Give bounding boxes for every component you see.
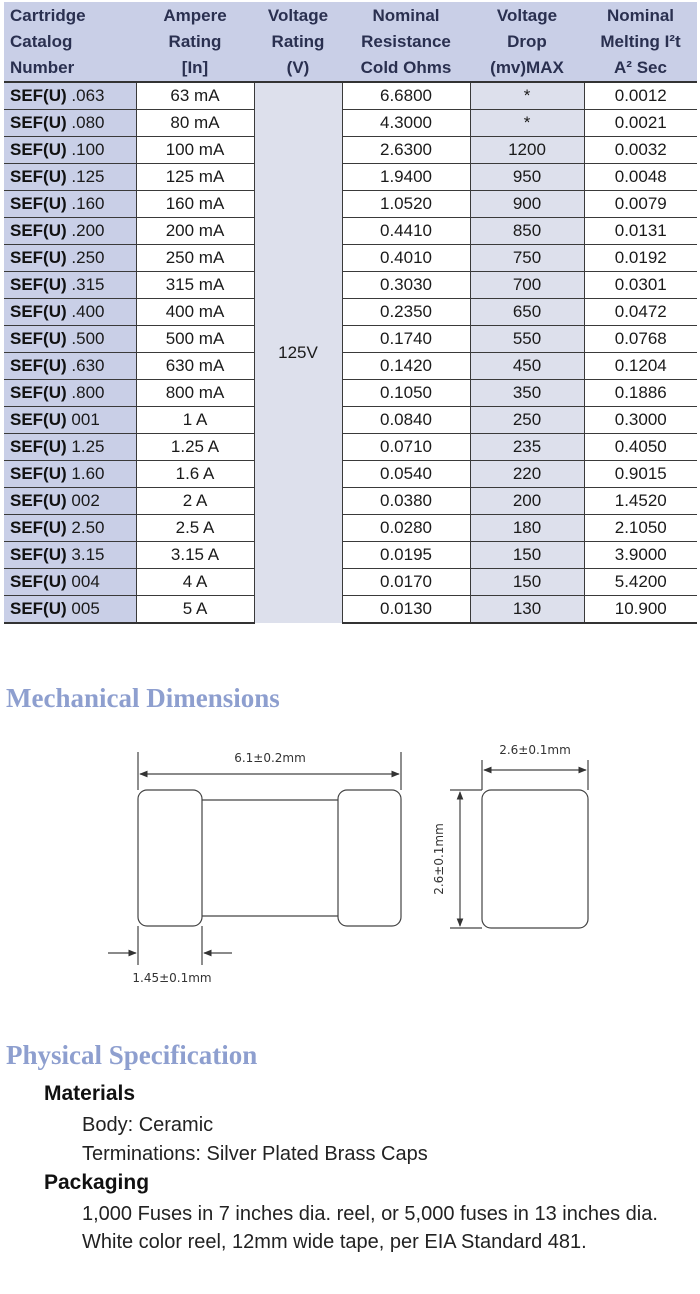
catalog-prefix: SEF(U) [10, 221, 67, 240]
cell-voltage-drop: 650 [470, 299, 584, 326]
catalog-prefix: SEF(U) [10, 140, 67, 159]
table-row [4, 245, 697, 272]
cell-ampere-rating: 1.6 A [136, 461, 254, 488]
catalog-code: 1.25 [71, 437, 105, 456]
terminations-material: Terminations: Silver Plated Brass Caps [82, 1143, 428, 1165]
cell-catalog-number [4, 461, 136, 488]
cell-ampere-rating: 3.15 A [136, 542, 254, 569]
cell-voltage-drop: 550 [470, 326, 584, 353]
cell-resistance: 0.0380 [342, 488, 470, 515]
cell-voltage-drop: 350 [470, 380, 584, 407]
cell-ampere-rating: 800 mA [136, 380, 254, 407]
table-row [4, 380, 697, 407]
cell-catalog-number [4, 542, 136, 569]
height-dimension-label: 2.6±0.1mm [432, 823, 446, 895]
catalog-prefix: SEF(U) [10, 383, 67, 402]
table-row [4, 515, 697, 542]
cell-resistance: 0.3030 [342, 272, 470, 299]
cell-catalog-number [4, 191, 136, 218]
table-row [4, 164, 697, 191]
catalog-code: 002 [71, 491, 100, 510]
cell-ampere-rating: 200 mA [136, 218, 254, 245]
fuse-side-view [108, 752, 401, 965]
cell-melting: 0.0131 [584, 218, 697, 245]
cell-catalog-number [4, 82, 136, 110]
table-row [4, 326, 697, 353]
catalog-prefix: SEF(U) [10, 302, 67, 321]
catalog-prefix: SEF(U) [10, 572, 67, 591]
cell-melting: 1.4520 [584, 488, 697, 515]
cell-voltage-drop: 130 [470, 596, 584, 624]
cell-voltage-drop: 220 [470, 461, 584, 488]
catalog-prefix: SEF(U) [10, 86, 67, 105]
table-row [4, 191, 697, 218]
cell-resistance: 0.1740 [342, 326, 470, 353]
cell-voltage-drop: 850 [470, 218, 584, 245]
table-row [4, 407, 697, 434]
dimension-drawing [0, 730, 700, 1000]
cell-voltage-rating: 125V [254, 82, 342, 623]
packaging-description: 1,000 Fuses in 7 inches dia. reel, or 5,000 fuses in 13 inches dia. White color reel, 12mm wide tape, per EIA Standard 481. [82, 1203, 658, 1253]
cell-melting: 0.0079 [584, 191, 697, 218]
fuse-spec-table [4, 2, 697, 624]
cell-catalog-number [4, 488, 136, 515]
catalog-prefix: SEF(U) [10, 194, 67, 213]
cell-ampere-rating: 250 mA [136, 245, 254, 272]
catalog-prefix: SEF(U) [10, 248, 67, 267]
catalog-prefix: SEF(U) [10, 167, 67, 186]
cell-catalog-number [4, 326, 136, 353]
cell-voltage-drop: 235 [470, 434, 584, 461]
catalog-prefix: SEF(U) [10, 464, 67, 483]
cell-voltage-drop: 180 [470, 515, 584, 542]
catalog-prefix: SEF(U) [10, 545, 67, 564]
catalog-prefix: SEF(U) [10, 356, 67, 375]
cell-resistance: 0.0195 [342, 542, 470, 569]
cell-melting: 0.0301 [584, 272, 697, 299]
cell-melting: 0.0032 [584, 137, 697, 164]
cell-melting: 0.4050 [584, 434, 697, 461]
table-row [4, 299, 697, 326]
catalog-prefix: SEF(U) [10, 599, 67, 618]
cell-catalog-number [4, 596, 136, 624]
cell-melting: 0.1886 [584, 380, 697, 407]
catalog-prefix: SEF(U) [10, 518, 67, 537]
cell-melting: 0.0472 [584, 299, 697, 326]
length-dimension-label: 6.1±0.2mm [234, 751, 306, 765]
catalog-code: 004 [71, 572, 100, 591]
table-row [4, 218, 697, 245]
catalog-code: .100 [71, 140, 105, 159]
cell-melting: 3.9000 [584, 542, 697, 569]
header-voltage-rating: Voltage Rating (V) [254, 2, 342, 82]
cell-ampere-rating: 160 mA [136, 191, 254, 218]
cell-ampere-rating: 2.5 A [136, 515, 254, 542]
cell-catalog-number [4, 245, 136, 272]
cell-melting: 0.3000 [584, 407, 697, 434]
table-row [4, 82, 697, 110]
cell-catalog-number [4, 515, 136, 542]
cell-ampere-rating: 630 mA [136, 353, 254, 380]
materials-heading: Materials [44, 1082, 136, 1105]
cell-melting: 0.0048 [584, 164, 697, 191]
cell-resistance: 1.0520 [342, 191, 470, 218]
cell-melting: 0.0021 [584, 110, 697, 137]
cell-ampere-rating: 2 A [136, 488, 254, 515]
cell-voltage-drop: 200 [470, 488, 584, 515]
table-row [4, 488, 697, 515]
table-body [4, 82, 697, 623]
catalog-prefix: SEF(U) [10, 329, 67, 348]
cell-ampere-rating: 4 A [136, 569, 254, 596]
cell-resistance: 0.4410 [342, 218, 470, 245]
catalog-code: .125 [71, 167, 105, 186]
cell-resistance: 0.0710 [342, 434, 470, 461]
cell-voltage-drop: * [470, 82, 584, 110]
header-voltage-drop: Voltage Drop (mv)MAX [470, 2, 584, 82]
cell-voltage-drop: 750 [470, 245, 584, 272]
cell-ampere-rating: 400 mA [136, 299, 254, 326]
catalog-prefix: SEF(U) [10, 113, 67, 132]
catalog-code: .400 [71, 302, 105, 321]
header-melting: Nominal Melting I²t A² Sec [584, 2, 697, 82]
cap-dimension-label: 1.45±0.1mm [132, 971, 212, 985]
cell-ampere-rating: 1.25 A [136, 434, 254, 461]
cell-resistance: 0.0840 [342, 407, 470, 434]
mechanical-dimensions-heading: Mechanical Dimensions [6, 683, 280, 713]
packaging-heading: Packaging [44, 1171, 150, 1194]
catalog-code: .500 [71, 329, 105, 348]
header-resistance: Nominal Resistance Cold Ohms [342, 2, 470, 82]
cell-resistance: 0.0280 [342, 515, 470, 542]
cell-melting: 0.0192 [584, 245, 697, 272]
header-catalog-number: Cartridge Catalog Number [4, 2, 136, 82]
catalog-prefix: SEF(U) [10, 491, 67, 510]
table-header-row [4, 2, 697, 82]
cell-catalog-number [4, 353, 136, 380]
cell-melting: 0.0768 [584, 326, 697, 353]
cell-voltage-drop: 450 [470, 353, 584, 380]
cell-ampere-rating: 315 mA [136, 272, 254, 299]
catalog-code: 2.50 [71, 518, 105, 537]
cell-resistance: 0.4010 [342, 245, 470, 272]
cell-melting: 0.1204 [584, 353, 697, 380]
cell-melting: 5.4200 [584, 569, 697, 596]
cell-ampere-rating: 1 A [136, 407, 254, 434]
catalog-code: 3.15 [71, 545, 105, 564]
cell-resistance: 6.6800 [342, 82, 470, 110]
cell-resistance: 0.0130 [342, 596, 470, 624]
catalog-code: .160 [71, 194, 105, 213]
table-row [4, 461, 697, 488]
cell-melting: 10.900 [584, 596, 697, 624]
cell-catalog-number [4, 407, 136, 434]
cell-ampere-rating: 63 mA [136, 82, 254, 110]
cell-catalog-number [4, 434, 136, 461]
cell-catalog-number [4, 272, 136, 299]
cell-voltage-drop: * [470, 110, 584, 137]
header-ampere-rating: Ampere Rating [In] [136, 2, 254, 82]
cell-voltage-drop: 150 [470, 569, 584, 596]
cell-voltage-drop: 900 [470, 191, 584, 218]
table-row [4, 272, 697, 299]
cell-catalog-number [4, 110, 136, 137]
body-material: Body: Ceramic [82, 1114, 214, 1136]
table-row [4, 353, 697, 380]
cell-resistance: 4.3000 [342, 110, 470, 137]
cell-voltage-drop: 150 [470, 542, 584, 569]
cell-resistance: 0.1050 [342, 380, 470, 407]
catalog-code: .630 [71, 356, 105, 375]
cell-resistance: 0.2350 [342, 299, 470, 326]
catalog-code: .315 [71, 275, 105, 294]
cell-catalog-number [4, 299, 136, 326]
cell-ampere-rating: 5 A [136, 596, 254, 624]
cell-ampere-rating: 125 mA [136, 164, 254, 191]
cell-resistance: 0.0170 [342, 569, 470, 596]
table-row [4, 542, 697, 569]
catalog-code: .080 [71, 113, 105, 132]
cell-melting: 2.1050 [584, 515, 697, 542]
catalog-code: 005 [71, 599, 100, 618]
cell-catalog-number [4, 137, 136, 164]
catalog-code: 001 [71, 410, 100, 429]
table-row [4, 596, 697, 624]
cell-ampere-rating: 100 mA [136, 137, 254, 164]
cell-resistance: 1.9400 [342, 164, 470, 191]
catalog-code: 1.60 [71, 464, 105, 483]
table-row [4, 434, 697, 461]
catalog-code: .200 [71, 221, 105, 240]
cell-catalog-number [4, 569, 136, 596]
catalog-prefix: SEF(U) [10, 437, 67, 456]
cell-voltage-drop: 700 [470, 272, 584, 299]
cell-ampere-rating: 500 mA [136, 326, 254, 353]
cell-voltage-drop: 1200 [470, 137, 584, 164]
cell-melting: 0.9015 [584, 461, 697, 488]
physical-specification-heading: Physical Specification [6, 1040, 258, 1070]
catalog-code: .800 [71, 383, 105, 402]
catalog-code: .063 [71, 86, 105, 105]
fuse-end-view [450, 760, 588, 928]
cell-melting: 0.0012 [584, 82, 697, 110]
cell-voltage-drop: 950 [470, 164, 584, 191]
table-row [4, 569, 697, 596]
width-dimension-label: 2.6±0.1mm [499, 743, 571, 757]
catalog-prefix: SEF(U) [10, 410, 67, 429]
cell-voltage-drop: 250 [470, 407, 584, 434]
cell-resistance: 0.1420 [342, 353, 470, 380]
cell-catalog-number [4, 380, 136, 407]
table-row [4, 137, 697, 164]
table-row [4, 110, 697, 137]
cell-catalog-number [4, 218, 136, 245]
cell-catalog-number [4, 164, 136, 191]
catalog-code: .250 [71, 248, 105, 267]
cell-resistance: 2.6300 [342, 137, 470, 164]
cell-ampere-rating: 80 mA [136, 110, 254, 137]
catalog-prefix: SEF(U) [10, 275, 67, 294]
cell-resistance: 0.0540 [342, 461, 470, 488]
